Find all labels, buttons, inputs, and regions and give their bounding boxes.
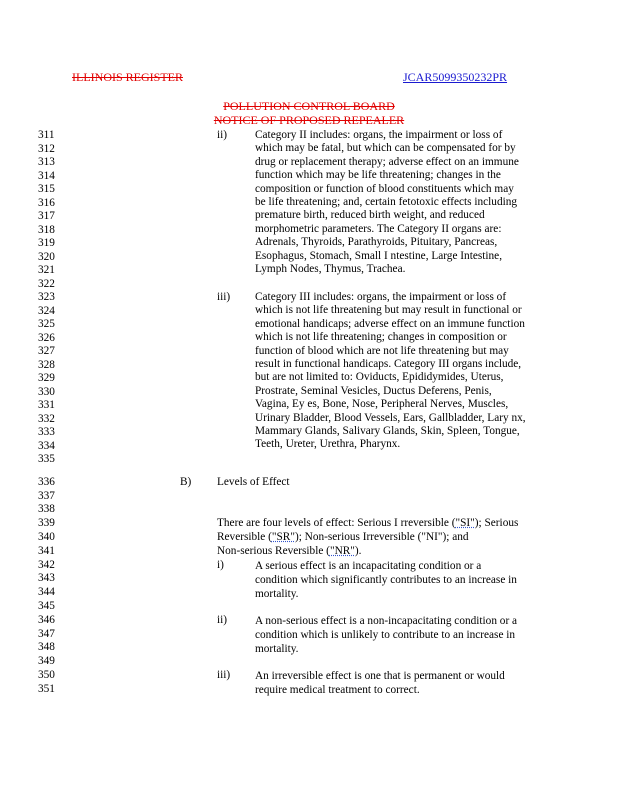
item-label-i: i) [217,558,224,571]
item-label-ii: ii) [217,129,228,141]
irreversible-effect-text [255,669,505,697]
line-number: 351 [38,683,55,695]
text-line: which may be fatal, but which can be compensated for by [255,142,516,155]
text-line: Category II includes: organs, the impairment or loss of [255,129,503,141]
text-fragment: ). [354,545,362,557]
section-label-b: B) [180,476,192,488]
line-number: 335 [38,453,55,465]
line-number: 344 [38,586,55,598]
line-number: 318 [38,223,55,236]
text-line: which is not life threatening but may result in functional or [255,304,522,317]
text-fragment: ); Serious [474,517,519,529]
line-number: 333 [38,426,55,438]
line-number: 332 [38,412,55,425]
text-fragment: Reversible ( [217,531,272,543]
text-line: Category III includes: organs, the impairment or loss of [255,291,507,303]
text-line: Lymph Nodes, Thymus, Trachea. [255,263,406,276]
text-line: mortality. [255,587,299,600]
line-number: 334 [38,439,55,452]
section-heading: Levels of Effect [217,476,290,488]
text-line: function of blood which are not life threatening but may [255,344,509,357]
line-number: 331 [38,399,55,411]
agency-title: POLLUTION CONTROL BOARD [223,99,395,113]
line-number: 342 [38,558,55,571]
text-line: be life threatening; and, certain fetotoxic effects including [255,196,518,209]
line-number: 324 [38,304,55,317]
line-number: 347 [38,627,55,640]
text-line: but are not limited to: Oviducts, Epididymides, Uterus, [255,371,504,384]
line-number: 350 [38,669,55,681]
text-line [217,517,518,530]
line-number: 341 [38,545,55,557]
line-number: 327 [38,345,55,357]
line-number: 311 [38,129,55,141]
line-number: 345 [38,600,55,612]
line-number: 340 [38,531,55,543]
text-line: composition or function of blood constituents which may [255,182,514,195]
line-number: 321 [38,264,55,276]
text-line: emotional handicaps; adverse effect on an immune function [255,317,525,330]
line-number: 339 [38,517,55,529]
line-number: 346 [38,614,55,626]
item-label-iii-b: iii) [217,669,231,681]
line-number: 328 [38,358,55,371]
line-number: 320 [38,250,55,263]
line-number: 312 [38,142,55,155]
item-label-ii-b: ii) [217,614,228,626]
line-number: 336 [38,476,55,488]
text-line: mortality. [255,643,299,655]
text-line: A serious effect is an incapacitating condition or a [255,559,482,572]
line-number: 337 [38,489,55,502]
text-line: require medical treatment to correct. [255,684,420,696]
text-line: result in functional handicaps. Category III organs include, [255,358,522,371]
text-line: Urinary Bladder, Blood Vessels, Ears, Gallbladder, Lary nx, [255,411,526,424]
text-line: function which may be life threatening; changes in the [255,169,501,182]
category-iii-text [255,291,526,452]
text-line: drug or replacement therapy; adverse effect on an immune [255,155,519,168]
text-fragment: There are four levels of effect: Serious I rreversible ( [217,517,456,529]
line-number: 348 [38,641,55,653]
text-line: Esophagus, Stomach, Small I ntestine, Large Intestine, [255,249,503,262]
line-number: 325 [38,318,55,330]
text-line: An irreversible effect is one that is permanent or would [255,670,505,682]
text-line: A non-serious effect is a non-incapacitating condition or a [255,615,518,627]
text-line: Mammary Glands, Salivary Glands, Skin, Spleen, Tongue, [255,425,520,438]
text-line: morphometric parameters. The Category II organs are: [255,222,502,235]
text-line: Adrenals, Thyroids, Parathyroids, Pituitary, Pancreas, [255,236,498,249]
line-number: 343 [38,572,55,584]
line-number: 319 [38,237,55,249]
line-number: 317 [38,210,55,222]
levels-intro [217,517,518,558]
text-line: condition which significantly contributes to an increase in [255,573,517,586]
text-fragment: Non-serious Reversible ( [217,545,330,557]
code-nr: "NR" [329,545,355,557]
text-line: which is not life threatening; changes in composition or [255,331,507,344]
text-fragment: ); Non-serious Irreversible ("NI"); and [294,531,469,543]
code-sr: "SR" [271,531,295,543]
line-number: 315 [38,183,55,195]
item-label-iii: iii) [217,291,231,303]
text-line [217,545,518,558]
line-number: 349 [38,655,55,667]
code-si: "SI" [455,517,475,529]
text-line: Vagina, Ey es, Bone, Nose, Peripheral Nerves, Muscles, [255,398,509,411]
text-line [217,531,518,544]
text-line: Teeth, Ureter, Urethra, Pharynx. [255,438,401,451]
line-number: 322 [38,277,55,290]
line-number: 326 [38,331,55,344]
non-serious-effect-text [255,614,517,656]
category-ii-text [255,129,519,276]
serious-effect-text [255,559,517,601]
line-number: 338 [38,503,55,515]
notice-title: NOTICE OF PROPOSED REPEALER [213,113,405,127]
text-line: condition which is unlikely to contribute to an increase in [255,629,516,641]
line-number: 330 [38,385,55,398]
line-number: 329 [38,372,55,384]
text-line: premature birth, reduced birth weight, and reduced [255,209,485,222]
register-header: ILLINOIS REGISTER [72,70,183,84]
line-number: 313 [38,156,55,168]
line-number: 316 [38,196,55,209]
text-line: Prostrate, Seminal Vesicles, Ductus Deferens, Penis, [255,384,492,397]
document-code-link[interactable]: JCAR5099350232PR [403,70,508,84]
line-number: 314 [38,169,55,182]
line-number: 323 [38,291,55,303]
